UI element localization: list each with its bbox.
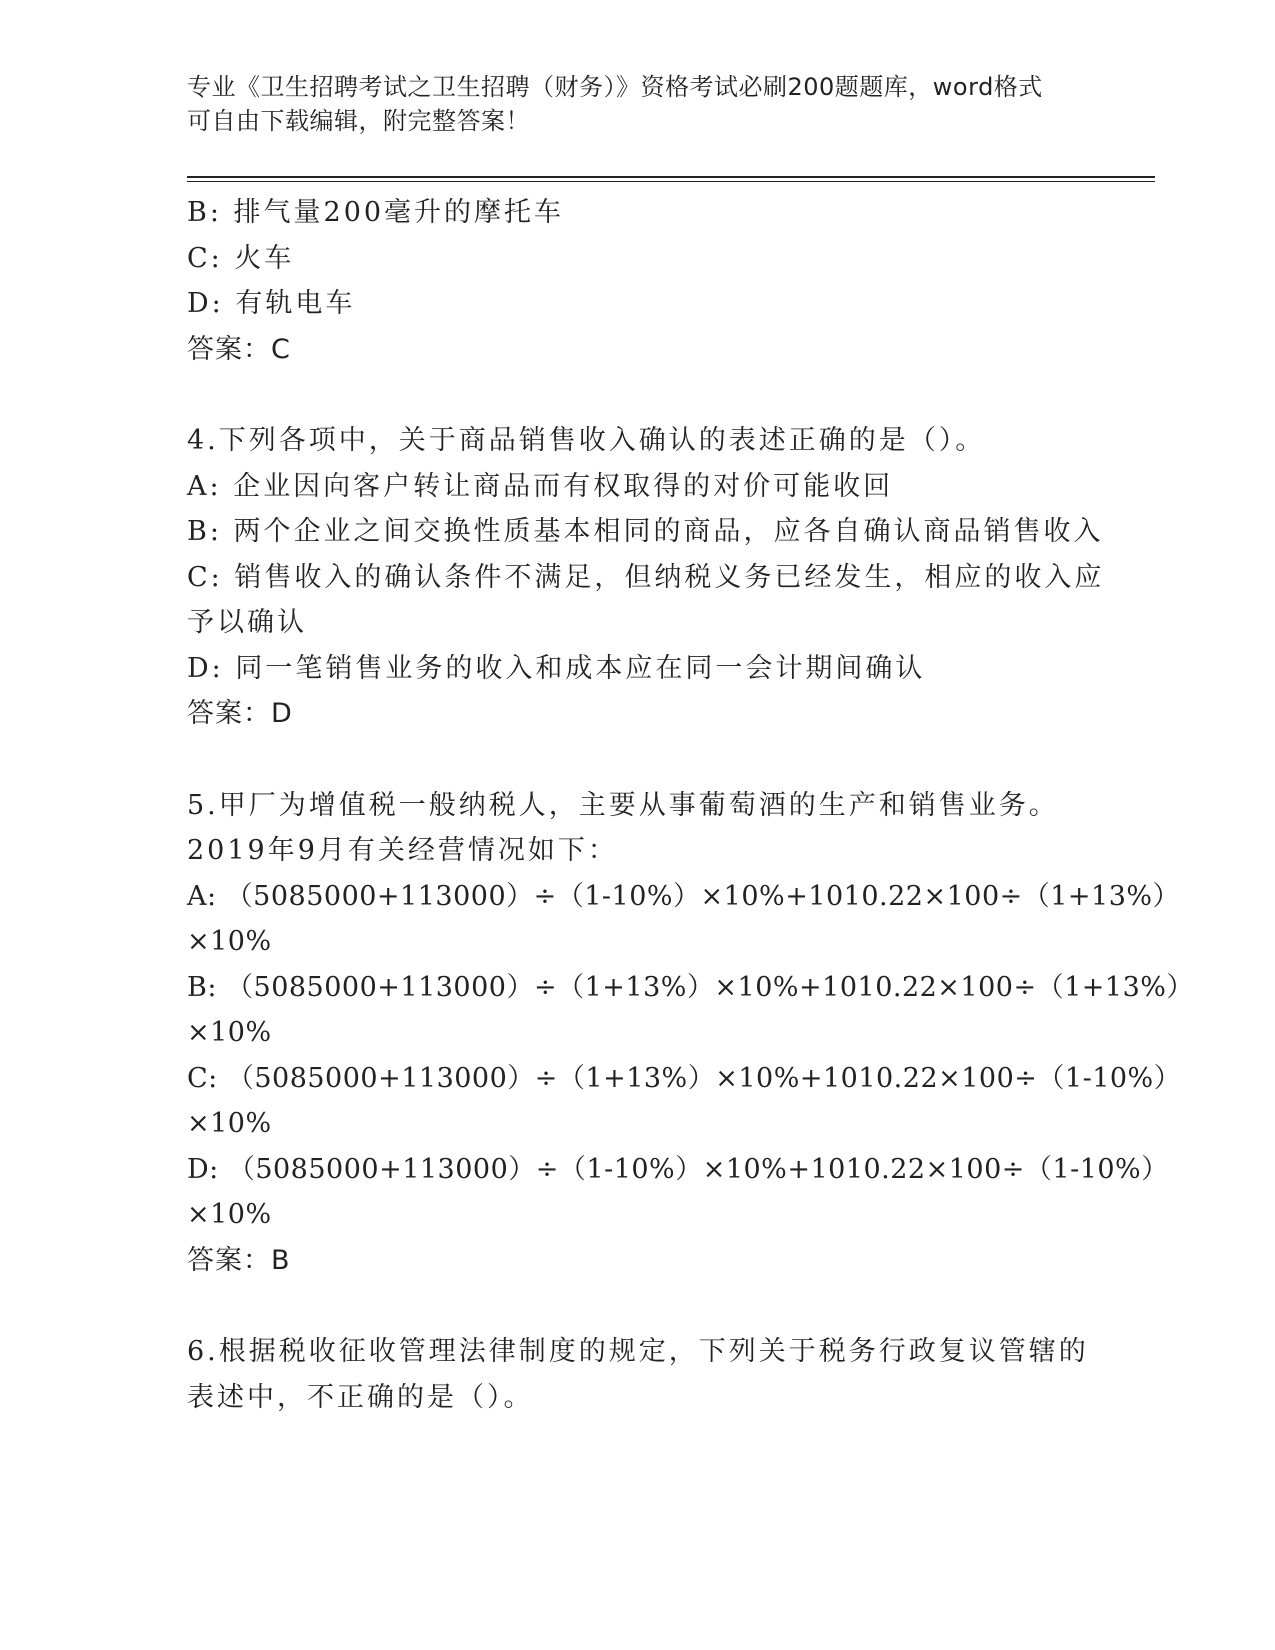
q3-option-b: B: 排气量200毫升的摩托车: [187, 197, 565, 228]
q5-option-b-line-1: B: （5085000+113000）÷（1+13%）×10%+1010.22×100÷（1+13%）: [187, 971, 1194, 1003]
spacer: [187, 1283, 1087, 1329]
question-5-block: [187, 783, 1194, 1284]
q5-option-c-line-2: ×10%: [187, 1108, 272, 1139]
spacer: [187, 737, 1087, 783]
q5-option-b-line-2: ×10%: [187, 1017, 272, 1048]
header-divider-top: [187, 176, 1155, 178]
q4-answer: 答案：D: [187, 698, 293, 729]
q4-question: 4.下列各项中，关于商品销售收入确认的表述正确的是（）。: [187, 425, 986, 456]
q5-question-line-2: 2019年9月有关经营情况如下：: [187, 835, 618, 866]
q3-option-c: C: 火车: [187, 242, 295, 274]
q4-option-c-line-2: 予以确认: [187, 607, 307, 638]
q4-option-a: A: 企业因向客户转让商品而有权取得的对价可能收回: [187, 470, 894, 502]
question-6-block: [187, 1329, 1087, 1420]
header-divider-bottom: [187, 181, 1155, 182]
q4-option-c-line-1: C: 销售收入的确认条件不满足，但纳税义务已经发生，相应的收入应: [187, 561, 1105, 593]
q5-option-d-line-2: ×10%: [187, 1199, 272, 1230]
q5-option-d-line-1: D: （5085000+113000）÷（1-10%）×10%+1010.22×100÷（1-10%）: [187, 1153, 1169, 1185]
document-header: [187, 70, 1067, 138]
header-title-line-2: 可自由下载编辑，附完整答案！: [187, 107, 530, 135]
q4-option-b: B: 两个企业之间交换性质基本相同的商品，应各自确认商品销售收入: [187, 516, 1104, 547]
q5-answer: 答案：B: [187, 1244, 291, 1276]
document-body: [187, 190, 1194, 1420]
q5-option-a-line-2: ×10%: [187, 926, 272, 957]
header-title-line-1: 专业《卫生招聘考试之卫生招聘（财务）》资格考试必刷200题题库，word格式: [187, 73, 1043, 101]
q5-option-a-line-1: A: （5085000+113000）÷（1-10%）×10%+1010.22×100÷（1+13%）: [187, 880, 1181, 912]
q5-question-line-1: 5.甲厂为增值税一般纳税人，主要从事葡萄酒的生产和销售业务。: [187, 789, 1059, 821]
q6-question-line-1: 6.根据税收征收管理法律制度的规定，下列关于税务行政复议管辖的: [187, 1336, 1089, 1367]
q3-option-d: D: 有轨电车: [187, 288, 356, 319]
question-4-block: [187, 418, 1105, 737]
spacer: [187, 372, 1087, 418]
q3-answer: 答案：C: [187, 333, 291, 365]
q4-option-d: D: 同一笔销售业务的收入和成本应在同一会计期间确认: [187, 652, 926, 684]
q5-option-c-line-1: C: （5085000+113000）÷（1+13%）×10%+1010.22×100÷（1-10%）: [187, 1062, 1182, 1094]
question-3-block: [187, 190, 1087, 372]
q6-question-line-2: 表述中，不正确的是（）。: [187, 1381, 534, 1413]
